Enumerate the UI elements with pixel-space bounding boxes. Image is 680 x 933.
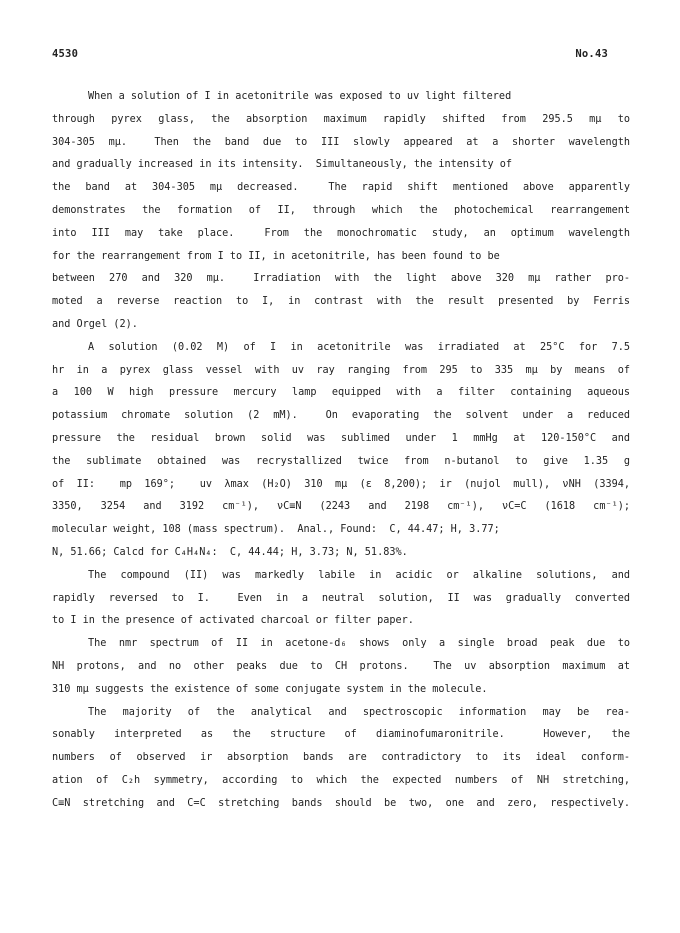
text-line: of II: mp 169°; uv λmax (H₂O) 310 mμ (ε 8,200); ir (nujol mull), νNH (3394, — [52, 478, 630, 490]
text-line: between 270 and 320 mμ. Irradiation with the light above 320 mμ rather pro- — [52, 273, 630, 285]
text-line: The majority of the analytical and spectroscopic information may be rea- — [88, 706, 630, 718]
text-line: 3350, 3254 and 3192 cm⁻¹), νC≡N (2243 and 2198 cm⁻¹), νC=C (1618 cm⁻¹); — [52, 501, 630, 513]
text-line: potassium chromate solution (2 mM). On evaporating the solvent under a reduced — [52, 410, 630, 422]
text-line: A solution (0.02 M) of I in acetonitrile was irradiated at 25°C for 7.5 — [88, 341, 630, 353]
journal-issue-number: No.43 — [575, 48, 608, 60]
text-line: pressure the residual brown solid was sublimed under 1 mmHg at 120-150°C and — [52, 433, 630, 444]
text-line: When a solution of I in acetonitrile was exposed to uv light filtered — [88, 91, 512, 102]
text-line: NH protons, and no other peaks due to CH protons. The uv absorption maximum at — [52, 661, 630, 672]
text-line: the sublimate obtained was recrystallized twice from n-butanol to give 1.35 g — [52, 455, 630, 467]
text-line: The compound (II) was markedly labile in acidic or alkaline solutions, and — [88, 569, 630, 581]
text-line: into III may take place. From the monochromatic study, an optimum wavelength — [52, 227, 630, 239]
text-line: 310 mμ suggests the existence of some conjugate system in the molecule. — [52, 683, 488, 695]
text-line: through pyrex glass, the absorption maximum rapidly shifted from 295.5 mμ to — [52, 113, 630, 125]
text-line: 304-305 mμ. Then the band due to III slowly appeared at a shorter wavelength — [52, 136, 630, 148]
text-line: molecular weight, 108 (mass spectrum). Anal., Found: C, 44.47; H, 3.77; — [52, 524, 500, 536]
text-line: a 100 W high pressure mercury lamp equipped with a filter containing aqueous — [52, 387, 630, 399]
text-line: numbers of observed ir absorption bands are contradictory to its ideal conform- — [52, 752, 630, 764]
text-line: N, 51.66; Calcd for C₄H₄N₄: C, 44.44; H, 3.73; N, 51.83%. — [52, 547, 408, 558]
text-line: for the rearrangement from I to II, in acetonitrile, has been found to be — [52, 250, 500, 262]
text-line: demonstrates the formation of II, through which the photochemical rearrangement — [52, 205, 630, 216]
page-number: 4530 — [52, 48, 79, 60]
text-line: to I in the presence of activated charcoal or filter paper. — [52, 615, 414, 627]
text-line: hr in a pyrex glass vessel with uv ray ranging from 295 to 335 mμ by means of — [52, 364, 630, 376]
text-line: and Orgel (2). — [52, 319, 138, 330]
text-line: sonably interpreted as the structure of diaminofumaronitrile. However, the — [52, 729, 630, 741]
text-line: ation of C₂h symmetry, according to which the expected numbers of NH stretching, — [52, 775, 630, 786]
text-line: and gradually increased in its intensity. Simultaneously, the intensity of — [52, 159, 513, 171]
text-line: rapidly reversed to I. Even in a neutral solution, II was gradually converted — [52, 592, 630, 604]
text-line: moted a reverse reaction to I, in contrast with the result presented by Ferris — [52, 296, 630, 308]
text-line: the band at 304-305 mμ decreased. The rapid shift mentioned above apparently — [52, 182, 630, 194]
text-line: C≡N stretching and C=C stretching bands should be two, one and zero, respectively. — [52, 797, 630, 809]
text-line: The nmr spectrum of II in acetone-d₆ shows only a single broad peak due to — [88, 638, 630, 650]
